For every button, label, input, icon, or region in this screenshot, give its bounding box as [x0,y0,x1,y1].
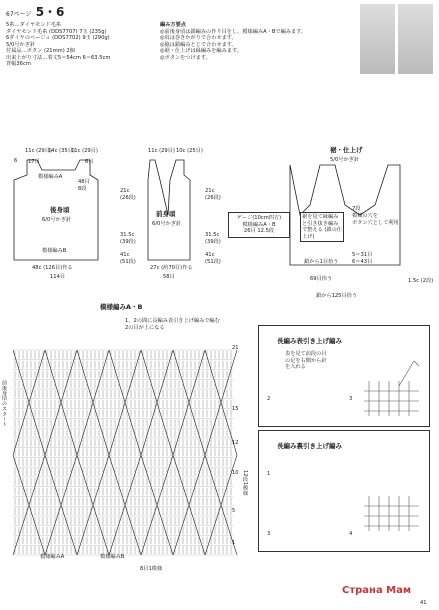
gauge-box [228,212,290,238]
back-body-inner: 48目 [78,179,90,185]
pattern-row-label: 12 [232,440,239,446]
front-body-dim: 41c [205,252,215,258]
gauge-title: ゲージ(10cm四方) [236,215,282,221]
front-body-dim: 31.5c [205,232,220,238]
front-body-shoulder: 11c (29目) [148,148,175,154]
front-body-needle: 6/0号かぎ針 [152,221,182,227]
material-line: 5/0号かぎ針 [6,41,36,48]
edging-note-text: 裾を見て縁編みと引き抜き編みで整える (鎖の仕上げ) [302,214,342,240]
material-line: 付属品…ボタン (21mm) 2個 [6,48,75,54]
pattern-row-label: 21 [232,345,239,351]
pattern-row-label: 1 [232,540,236,546]
instructions [160,22,340,61]
chart-cable-crossing [173,350,205,555]
material-line: 6ダイヤのベージュ (DDS7702) 9玉 (290g) [6,35,110,41]
technique-1-note: 表を見て前段の目の足を右側から針を入れる [285,351,327,370]
front-body-dim: (39段) [205,239,221,245]
back-body-neck: 6 [14,158,18,164]
technique-1-title: 長編み表引き上げ編み [277,337,342,345]
front-body-bottom-count: 58目 [163,274,175,280]
edging-note3: 鎖から125目拾う [316,293,358,299]
front-body-title: 前身頃 [156,210,176,218]
edging-note2: 鎖から1目拾う [304,259,339,265]
back-body-bottom: 48c (126目)作る [32,265,73,271]
pattern-legend-1: 1、2の間に長編み表引き上げ編みで編む [125,318,220,324]
back-body-inner-sub: 8段 [78,186,87,192]
page-title [6,3,64,20]
back-body-row17: 17目 [28,159,40,165]
front-body-bottom: 27c (約70目)作る [150,265,193,271]
pattern-chart-title: 模様編みA・B [100,303,143,311]
page-number: 41 [420,600,427,606]
chart-cable-crossing [141,350,173,555]
back-body-dim: 31.5c [120,232,135,238]
technique-1-step: 3 [349,396,353,402]
back-body-dim: (26段) [120,195,136,201]
technique-2-step: 1 [267,471,271,477]
model-photo [360,4,395,74]
pattern-chart-grid [13,350,237,555]
back-body-needle: 6/0号かぎ針 [42,217,72,223]
technique-2-step: 3 [267,531,271,537]
material-line: 背幅36cm [6,61,31,67]
gauge-line: 26目 12.5段 [243,228,275,234]
page-ref: 67ページ [6,11,32,18]
pattern-chart [8,345,256,570]
back-body-shoulder: 11c (29目) [25,148,52,154]
back-body-dim: (51段) [120,259,136,265]
edging-row: 7段 [352,206,361,212]
pattern-side-right: 12段1模様 [242,470,248,496]
technique-1 [258,325,430,427]
back-body-shoulder-right: 11c (29目) [71,148,98,154]
back-body-dim: (39段) [120,239,136,245]
technique-2 [258,430,430,552]
edging-row: ボタン穴として利用 [352,220,399,226]
chart-cable-crossing [45,350,77,555]
instructions-title: 編み方要点 [160,22,186,28]
back-body-pattern-a: 模様編みA [38,174,63,180]
edging-corner: 1.5c (2段) [408,278,434,284]
back-body-pattern-b: 模様編みB [42,248,67,254]
instruction-line: ◎脇は鎖編みとじで合わせます。 [160,41,237,48]
technique-1-diagram [359,341,424,421]
technique-2-diagram [359,446,424,536]
site-watermark: Страна Мам [342,585,412,596]
pattern-legend [125,318,265,331]
instruction-line: ◎ボタンをつけます。 [160,54,211,61]
pattern-repeat-label: 8目1模様 [140,566,163,572]
edging-row: 模様の穴を [352,213,378,219]
materials [6,22,156,68]
pattern-row-label: 15 [232,406,239,412]
material-line: 出来上がり寸法…着丈5＝54cm 6＝63.5cm [6,54,111,61]
back-body-dim: 41c [120,252,130,258]
front-body-dim: (51段) [205,259,221,265]
model-photo [398,4,433,74]
edging-row: 5＝31目 [352,252,373,258]
technique-2-step: 4 [349,531,353,537]
edging-title: 裾・仕上げ [330,146,363,154]
edging-dim: 69目拾う [310,276,333,282]
pattern-side-left: 前後身頃のスタート [1,380,7,427]
pattern-a-label: 模様編みA [40,554,65,560]
pattern-legend-2: 2の目が上になる [125,324,165,331]
back-body-bottom-count: 114目 [50,274,66,280]
instruction-line: ◎前後身頃は鎖編みの作り目をし、模様編みA・Bで編みます。 [160,28,307,35]
back-body-dim: 21c [120,188,130,194]
technique-1-step: 2 [267,396,271,402]
front-body-dim: 21c [205,188,215,194]
chart-cable-crossing [205,350,237,555]
material-line: ダイヤモンド毛糸 (DDS7707) 7玉 (235g) [6,28,107,35]
back-body-title: 後身頃 [50,206,70,214]
edging-needle: 5/0号かぎ針 [330,157,360,163]
front-body-neck: 10c (25目) [176,148,203,154]
chart-cable-crossing [109,350,141,555]
pattern-b-label: 模様編みB [100,554,125,560]
pattern-row-label: 10 [232,470,239,476]
chart-cable-crossing [77,350,109,555]
gauge-line: 模様編みA・B [242,221,276,228]
instruction-line: ◎肩は巻きかがりで合わせます。 [160,35,237,41]
edging-row: 6＝43目 [352,259,373,265]
back-body-mid: 14c (35目) [48,148,75,154]
chart-cable-crossing [13,350,45,555]
material-line: 5糸…ダイヤモンド毛糸 [6,22,62,28]
pattern-row-label: 5 [232,508,236,514]
front-body-dim: (26段) [205,195,221,201]
technique-2-title: 長編み裏引き上げ編み [277,442,342,450]
edging-note [300,212,344,242]
item-numbers: 5・6 [35,5,65,19]
back-body-row6: 6目 [85,159,94,165]
instruction-line: ◎裾・仕上げは縁編みを編みます。 [160,48,242,54]
